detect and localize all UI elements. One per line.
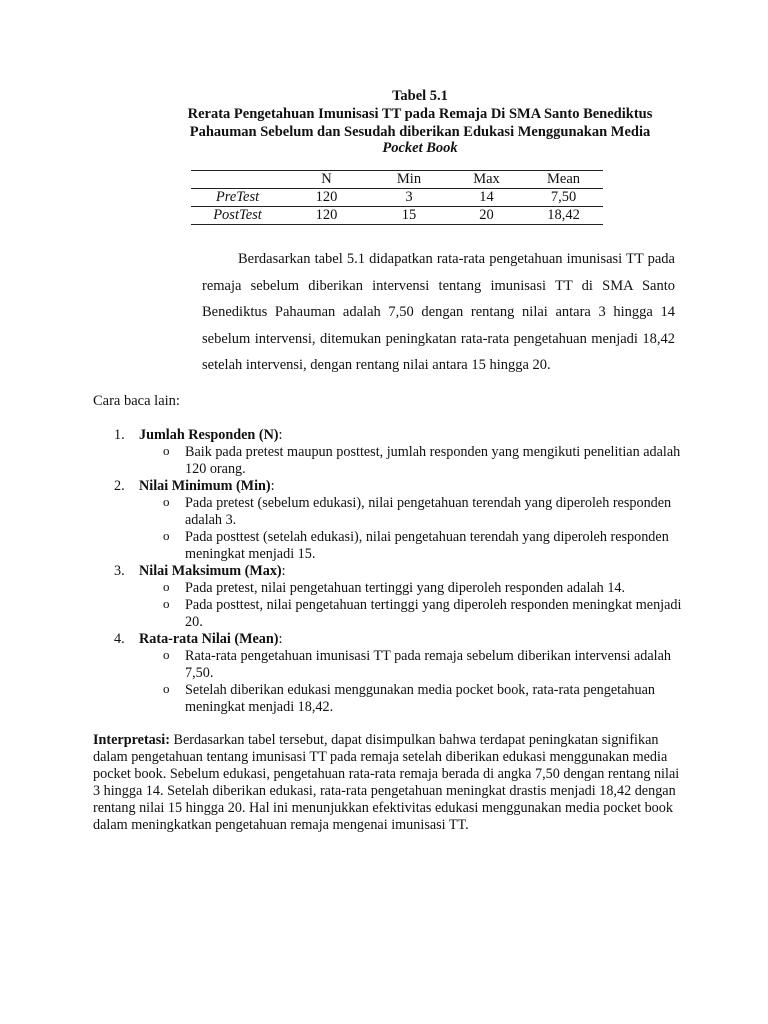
header-cell-empty (191, 171, 284, 189)
sub-list-text: Setelah diberikan edukasi menggunakan media pocket book, rata-rata pengetahuan meningkat menjadi 18,42. (185, 682, 655, 715)
results-table (191, 170, 603, 225)
row-label: PreTest (215, 189, 260, 205)
row-label: PostTest (213, 207, 262, 223)
cara-baca-heading: Cara baca lain: (93, 393, 180, 409)
list-item (93, 478, 693, 495)
bullet-icon: o (163, 443, 170, 458)
sub-list-item (93, 495, 693, 529)
list-colon: : (278, 631, 283, 647)
list-colon: : (270, 478, 275, 494)
interpretation-paragraph (93, 732, 683, 834)
bullet-icon: o (163, 681, 170, 696)
sub-list-item (93, 444, 693, 478)
list-item (93, 563, 693, 580)
bullet-icon: o (163, 596, 170, 611)
header-cell-mean: Mean (546, 171, 580, 187)
list-number: 3. (114, 563, 125, 579)
cell-n: 120 (315, 189, 338, 205)
cell-mean: 18,42 (547, 207, 580, 223)
sub-list-text: Pada posttest, nilai pengetahuan tertinggi yang diperoleh responden meningkat menjadi 20. (185, 597, 682, 630)
bullet-icon: o (163, 647, 170, 662)
list-number: 4. (114, 631, 125, 647)
list-heading: Rata-rata Nilai (Mean) (139, 631, 279, 647)
cell-min: 15 (401, 207, 417, 223)
interpretation-text: Berdasarkan tabel tersebut, dapat disimpulkan bahwa terdapat peningkatan signifikan dalam pengetahuan tentang imunisasi TT pada remaja setelah diberikan edukasi menggunakan media pocket book. Sebelum edukasi, pengetahuan rata-rata remaja berada di angka 7,50 dengan rentang nilai 3 hingga 14. Setelah diberikan edukasi, rata-rata pengetahuan meningkat drastis menjadi 18,42 dengan rentang nilai 15 hingga 20. Hal ini menunjukkan efektivitas edukasi menggunakan media pocket book dalam meningkatkan pengetahuan remaja mengenai imunisasi TT. (93, 732, 680, 833)
list-item (93, 631, 693, 648)
header-cell-n: N (321, 171, 332, 187)
sub-list-text: Pada posttest (setelah edukasi), nilai pengetahuan terendah yang diperoleh responden meningkat menjadi 15. (185, 529, 669, 562)
bullet-icon: o (163, 579, 170, 594)
list-heading: Nilai Maksimum (Max) (139, 563, 282, 579)
cell-mean: 7,50 (550, 189, 577, 205)
list-heading: Nilai Minimum (Min) (139, 478, 271, 494)
table-header-row (191, 171, 603, 189)
sub-list-text: Baik pada pretest maupun posttest, jumlah responden yang mengikuti penelitian adalah 120 orang. (185, 444, 681, 477)
bullet-icon: o (163, 494, 170, 509)
table-caption-line-2: Pahauman Sebelum dan Sesudah diberikan Edukasi Menggunakan Media (189, 124, 651, 140)
sub-list-text: Rata-rata pengetahuan imunisasi TT pada remaja sebelum diberikan intervensi adalah 7,50. (185, 648, 672, 681)
cell-min: 3 (405, 189, 413, 205)
list-colon: : (278, 427, 283, 443)
interpretation-label: Interpretasi: (93, 732, 170, 748)
sub-list-item (93, 648, 693, 682)
sub-list-item (93, 529, 693, 563)
table-caption-line-3: Pocket Book (382, 140, 458, 156)
summary-paragraph: Berdasarkan tabel 5.1 didapatkan rata-rata pengetahuan imunisasi TT pada remaja sebelum diberikan intervensi tentang imunisasi TT di SMA Santo Benediktus Pahauman adalah 7,50 dengan rentang nilai antara 3 hingga 14 sebelum intervensi, ditemukan peningkatan rata-rata pengetahuan menjadi 18,42 setelah intervensi, dengan rentang nilai antara 15 hingga 20. (202, 251, 675, 373)
sub-list-text: Pada pretest (sebelum edukasi), nilai pengetahuan terendah yang diperoleh responden adalah 3. (185, 495, 672, 528)
header-cell-max: Max (473, 171, 500, 187)
cell-max: 14 (479, 189, 494, 205)
list-number: 2. (114, 478, 125, 494)
sub-list-text: Pada pretest, nilai pengetahuan tertinggi yang diperoleh responden adalah 14. (185, 580, 626, 596)
cell-max: 20 (479, 207, 494, 223)
bullet-icon: o (163, 528, 170, 543)
table-row (191, 207, 603, 225)
explanation-list (93, 427, 693, 716)
list-colon: : (281, 563, 286, 579)
list-number: 1. (114, 427, 125, 443)
table-caption-line-1: Rerata Pengetahuan Imunisasi TT pada Remaja Di SMA Santo Benediktus (187, 106, 653, 122)
sub-list-item (93, 597, 693, 631)
table-row (191, 189, 603, 207)
cell-n: 120 (315, 207, 338, 223)
sub-list-item (93, 682, 693, 716)
list-heading: Jumlah Responden (N) (139, 427, 279, 443)
table-caption-title: Tabel 5.1 (392, 88, 448, 104)
header-cell-min: Min (396, 171, 422, 187)
list-item (93, 427, 693, 444)
sub-list-item (93, 580, 693, 597)
